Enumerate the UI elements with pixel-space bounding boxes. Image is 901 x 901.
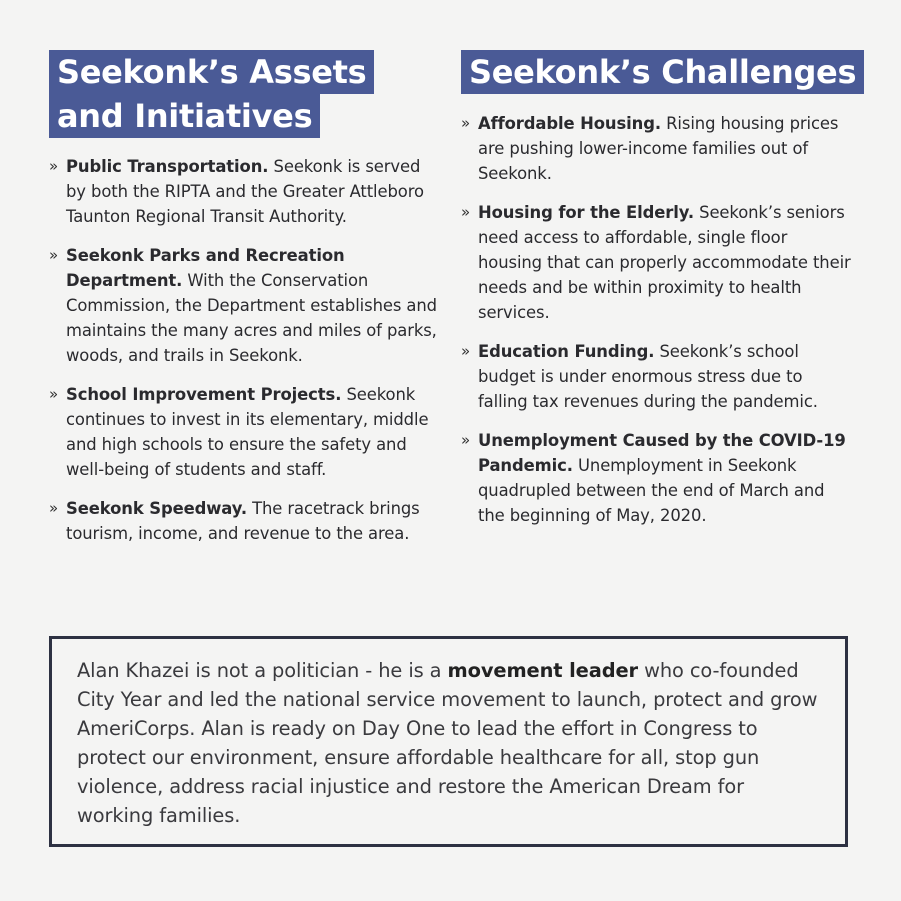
candidate-callout-box [49,636,848,847]
list-item [461,200,856,325]
callout-bold-phrase: movement leader [447,659,639,682]
bullet-icon: » [461,342,471,360]
item-title: Unemployment Caused by the COVID-19 Pandemic. [478,431,846,475]
list-item [461,428,856,528]
assets-heading-line1: Seekonk’s Assets [49,50,374,94]
bullet-icon: » [461,203,471,221]
assets-heading [49,50,374,138]
item-title: Seekonk Parks and Recreation Department. [66,246,345,290]
item-title: School Improvement Projects. [66,385,342,404]
list-item [461,111,856,186]
list-item [49,382,439,482]
item-body: Seekonk’s seniors need access to affordable, single floor housing that can properly accommodate their needs and be within proximity to health services. [478,203,851,322]
item-title: Seekonk Speedway. [66,499,247,518]
item-body: Rising housing prices are pushing lower-income families out of Seekonk. [478,114,839,183]
item-body: Seekonk is served by both the RIPTA and the Greater Attleboro Taunton Regional Transit Authority. [66,157,424,226]
item-title: Housing for the Elderly. [478,203,695,222]
bullet-icon: » [49,246,59,264]
list-item [49,154,439,229]
item-title: Affordable Housing. [478,114,662,133]
challenges-heading [461,50,864,94]
item-body: Seekonk’s school budget is under enormous stress due to falling tax revenues during the pandemic. [478,342,818,411]
bullet-icon: » [49,385,59,403]
bullet-icon: » [49,157,59,175]
item-body: Seekonk continues to invest in its elementary, middle and high schools to ensure the safety and well-being of students and staff. [66,385,429,479]
list-item [461,339,856,414]
bullet-icon: » [461,114,471,132]
item-title: Public Transportation. [66,157,269,176]
bullet-icon: » [461,431,471,449]
callout-text-before: Alan Khazei is not a politician - he is a [77,659,448,682]
item-body: Unemployment in Seekonk quadrupled between the end of March and the beginning of May, 2020. [478,456,825,525]
list-item [49,496,439,546]
list-item [49,243,439,368]
challenges-column [461,50,856,542]
bullet-icon: » [49,499,59,517]
assets-list [49,154,439,546]
callout-text-after: who co-founded City Year and led the national service movement to launch, protect and grow AmeriCorps. Alan is ready on Day One to lead the effort in Congress to protect our environment, ensure affordable healthcare for all, stop gun violence, address racial injustice and restore the American Dream for working families. [77,659,818,827]
assets-heading-line2: and Initiatives [49,94,320,138]
challenges-heading-text: Seekonk’s Challenges [461,50,864,94]
assets-column [49,50,439,560]
item-title: Education Funding. [478,342,655,361]
item-body: With the Conservation Commission, the Department establishes and maintains the many acres and miles of parks, woods, and trails in Seekonk. [66,271,437,365]
item-body: The racetrack brings tourism, income, and revenue to the area. [66,499,420,543]
challenges-list [461,111,856,528]
